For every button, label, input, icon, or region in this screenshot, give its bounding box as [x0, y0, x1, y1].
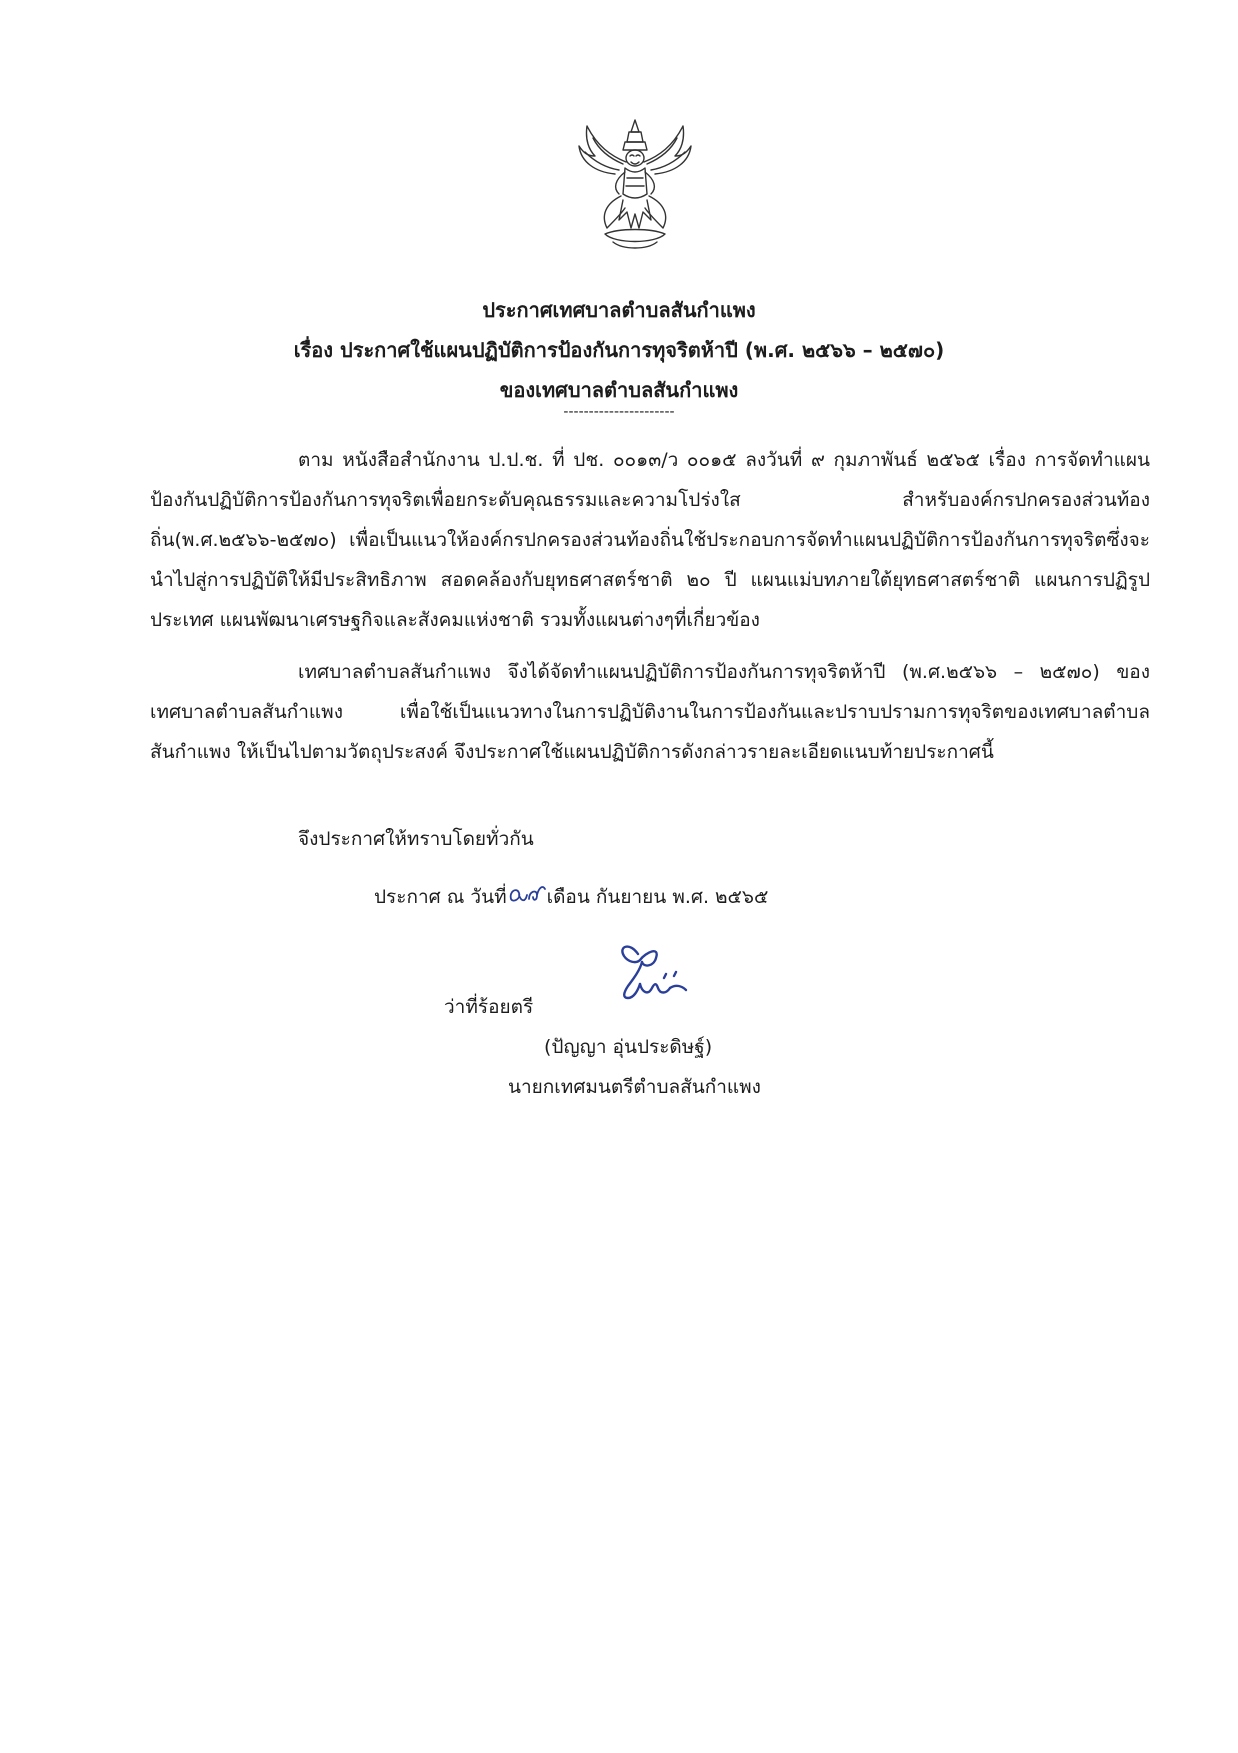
handwritten-day: [507, 885, 547, 907]
garuda-emblem-icon: [575, 116, 695, 256]
header-divider: ----------------------: [563, 404, 675, 420]
date-suffix: เดือน กันยายน พ.ศ. ๒๕๖๕: [546, 886, 769, 908]
signatory-position: นายกเทศมนตรีตำบลสันกำแพง: [508, 1076, 761, 1098]
date-prefix: ประกาศ ณ วันที่: [374, 886, 507, 908]
body-paragraph-2: เทศบาลตำบลสันกำแพง จึงได้จัดทำแผนปฏิบัติการป้องกันการทุจริตห้าปี (พ.ศ.๒๕๖๖ – ๒๕๗๐) ของเทศบาลตำบลสันกำแพง เพื่อใช้เป็นแนวทางในการปฏิบัติงานในการป้องกันและปราบปรามการทุจริตของเทศบาลตำบลสันกำแพง ให้เป็นไปตามวัตถุประสงค์ จึงประกาศใช้แผนปฏิบัติการดังกล่าวรายละเอียดแนบท้ายประกาศนี้: [150, 661, 1150, 763]
announcement-title: ประกาศเทศบาลตำบลสันกำแพง: [482, 298, 756, 322]
announcement-subject: เรื่อง ประกาศใช้แผนปฏิบัติการป้องกันการทุจริตห้าปี (พ.ศ. ๒๕๖๖ – ๒๕๗๐): [293, 338, 945, 362]
announcement-issuer: ของเทศบาลตำบลสันกำแพง: [499, 378, 739, 402]
signatory-rank: ว่าที่ร้อยตรี: [444, 996, 534, 1018]
body-paragraph-1: ตาม หนังสือสำนักงาน ป.ป.ช. ที่ ปช. ๐๐๑๓/ว ๐๐๑๕ ลงวันที่ ๙ กุมภาพันธ์ ๒๕๖๕ เรื่อง การจัดทำแผนป้องกันปฏิบัติการป้องกันการทุจริตเพื่อยกระดับคุณธรรมและความโปร่งใส สำหรับองค์กรปกครองส่วนท้องถิ่น(พ.ศ.๒๕๖๖-๒๕๗๐) เพื่อเป็นแนวให้องค์กรปกครองส่วนท้องถิ่นใช้ประกอบการจัดทำแผนปฏิบัติการป้องกันการทุจริตซึ่งจะนำไปสู่การปฏิบัติให้มีประสิทธิภาพ สอดคล้องกับยุทธศาสตร์ชาติ ๒๐ ปี แผนแม่บทภายใต้ยุทธศาสตร์ชาติ แผนการปฏิรูปประเทศ แผนพัฒนาเศรษฐกิจและสังคมแห่งชาติ รวมทั้งแผนต่างๆที่เกี่ยวข้อง: [150, 449, 1150, 631]
closing-statement: จึงประกาศให้ทราบโดยทั่วกัน: [298, 828, 534, 850]
signatory-name: (ปัญญา อุ่นประดิษฐ์): [544, 1036, 713, 1058]
handwritten-signature-icon: [604, 938, 694, 1008]
announcement-date: [374, 882, 768, 912]
